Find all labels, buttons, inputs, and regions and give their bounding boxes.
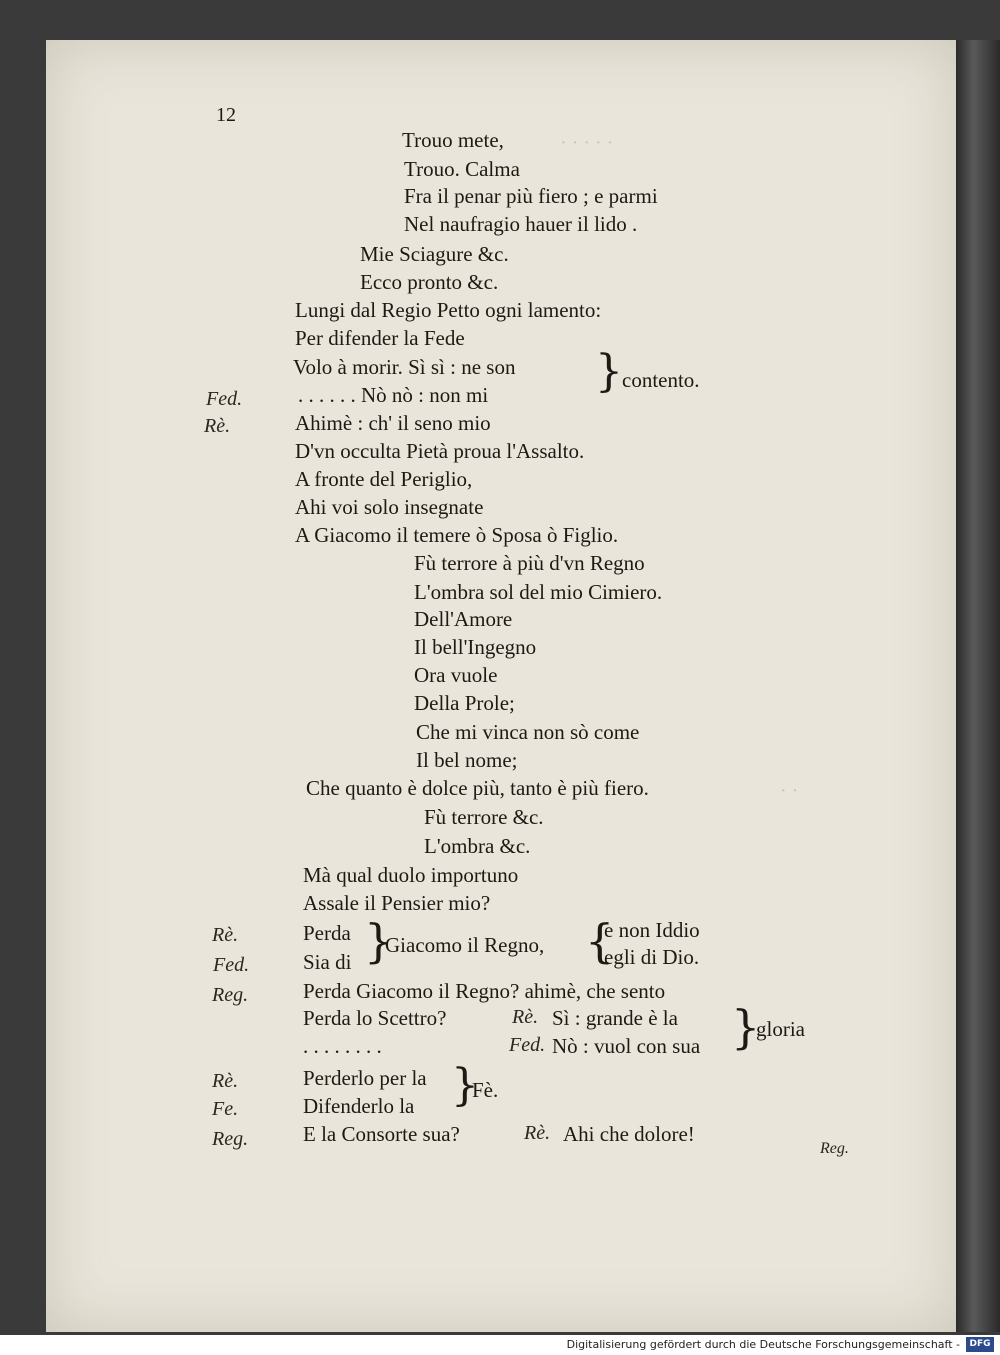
line: Sì : grande è la <box>552 1006 678 1030</box>
speaker-label: Rè. <box>512 1006 539 1028</box>
brace: } <box>595 346 623 397</box>
line: Ahimè : ch' il seno mio <box>295 411 491 435</box>
speaker-label: Reg. <box>212 984 249 1006</box>
line: Per difender la Fede <box>295 326 465 350</box>
dfg-logo: DFG <box>966 1337 994 1352</box>
line: Sia di <box>303 950 352 974</box>
line: Fù terrore &c. <box>424 805 544 829</box>
line: Che quanto è dolce più, tanto è più fiero. <box>306 776 649 800</box>
line: Mie Sciagure &c. <box>360 242 509 266</box>
speaker-label: Reg. <box>212 1128 249 1150</box>
digitization-footer <box>0 1335 1000 1355</box>
book-spine <box>956 40 1000 1332</box>
brace: } <box>364 914 394 968</box>
page-number: 12 <box>216 104 236 126</box>
line: Lungi dal Regio Petto ogni lamento: <box>295 298 602 322</box>
show-through-text: · · <box>780 780 799 802</box>
line: gloria <box>756 1017 805 1041</box>
line: Difenderlo la <box>303 1094 415 1118</box>
catchword: Reg. <box>820 1140 849 1157</box>
speaker-label: Rè. <box>524 1122 551 1144</box>
line: Giacomo il Regno, <box>385 933 545 957</box>
line: Il bell'Ingegno <box>414 635 537 659</box>
line: Perda <box>303 921 351 945</box>
line: Nel naufragio hauer il lido . <box>404 212 638 236</box>
line: contento. <box>622 368 700 392</box>
line: L'ombra sol del mio Cimiero. <box>414 580 663 604</box>
footer-text: Digitalisierung gefördert durch die Deutsche Forschungsgemeinschaft - <box>566 1338 960 1351</box>
brace: } <box>731 1000 761 1054</box>
speaker-label: Fed. <box>206 388 243 410</box>
speaker-label: Fed. <box>213 954 250 976</box>
line: Volo à morir. Sì sì : ne son <box>293 355 516 379</box>
line: Trouo. Calma <box>404 157 520 181</box>
speaker-label: Rè. <box>212 924 239 946</box>
line: A fronte del Periglio, <box>295 467 473 491</box>
line: Della Prole; <box>414 691 515 715</box>
line: . . . . . . Nò nò : non mi <box>298 383 489 407</box>
speaker-label: Fe. <box>212 1098 239 1120</box>
line: E la Consorte sua? <box>303 1122 460 1146</box>
line: Ahi che dolore! <box>563 1122 695 1146</box>
line: Ora vuole <box>414 663 498 687</box>
line: Fè. <box>472 1078 499 1102</box>
line: Perda lo Scettro? <box>303 1006 447 1030</box>
show-through-text: · · · · · <box>560 132 614 154</box>
line: L'ombra &c. <box>424 834 531 858</box>
speaker-label: Rè. <box>204 415 231 437</box>
line: Perderlo per la <box>303 1066 427 1090</box>
brace: { <box>585 914 615 968</box>
brace: } <box>451 1060 479 1111</box>
line: Il bel nome; <box>416 748 518 772</box>
line: Che mi vinca non sò come <box>416 720 640 744</box>
line: Fra il penar più fiero ; e parmi <box>404 184 658 208</box>
line: Ahi voi solo insegnate <box>295 495 484 519</box>
speaker-label: Fed. <box>509 1034 546 1056</box>
speaker-label: Rè. <box>212 1070 239 1092</box>
line: . . . . . . . . <box>303 1034 382 1058</box>
line: Trouo mete, <box>402 128 504 152</box>
line: D'vn occulta Pietà proua l'Assalto. <box>295 439 585 463</box>
line: Nò : vuol con sua <box>552 1034 701 1058</box>
line: Dell'Amore <box>414 607 513 631</box>
line: Perda Giacomo il Regno? ahimè, che sento <box>303 979 666 1003</box>
line: A Giacomo il temere ò Sposa ò Figlio. <box>295 523 619 547</box>
line: Ecco pronto &c. <box>360 270 499 294</box>
line: Fù terrore à più d'vn Regno <box>414 551 645 575</box>
line: Assale il Pensier mio? <box>303 891 491 915</box>
line: e non Iddio <box>604 918 700 942</box>
line: Mà qual duolo importuno <box>303 863 519 887</box>
line: egli di Dio. <box>604 945 700 969</box>
